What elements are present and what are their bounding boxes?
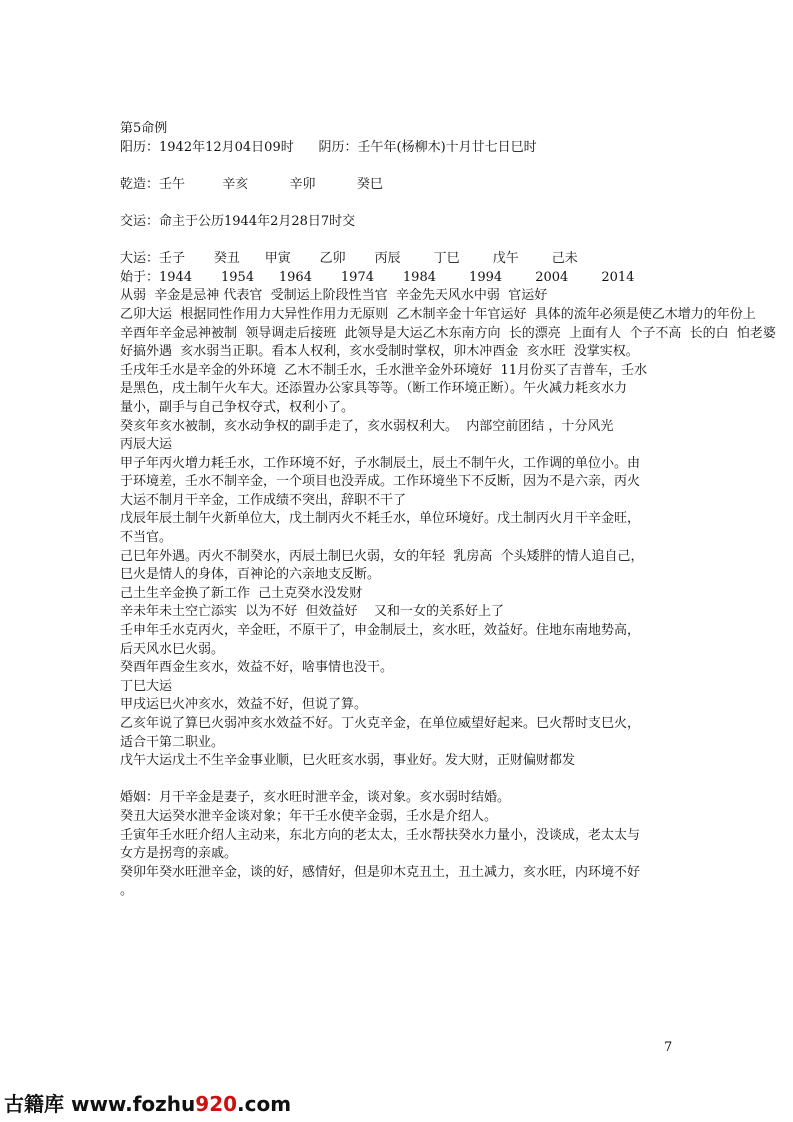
- text-line: 阳历：1942年12月04日09时 阴历：壬午年(杨柳木)十月廿七日巳时: [120, 139, 537, 155]
- text-line: 大运不制月干辛金，工作成绩不突出，辞职不干了: [120, 492, 407, 508]
- text-line: 辛未年未土空亡添实 以为不好 但效益好 又和一女的关系好上了: [120, 604, 505, 620]
- text-line: [120, 232, 790, 251]
- text-line: [120, 194, 790, 213]
- text-line: 大运：壬子 癸丑 甲寅 乙卯 丙辰 丁巳 戊午 己未: [120, 251, 578, 267]
- text-line: 癸卯年癸水旺泄辛金，谈的好，感情好，但是卯木克丑土，丑土减力，亥水旺，内环境不好: [120, 864, 641, 880]
- text-line: 甲子年丙火增力耗壬水，工作环境不好，子水制辰土，辰土不制午火，工作调的单位小。由: [120, 455, 641, 471]
- text-line: [120, 771, 790, 790]
- text-line: 交运：命主于公历1944年2月28日7时交: [120, 213, 356, 229]
- watermark-url-number: 920: [195, 1092, 238, 1116]
- text-line: 丁巳大运: [120, 678, 173, 694]
- text-line: 于环境差，壬水不制辛金，一个项目也没弄成。工作环境坐下不反断，因为不是六亲，丙火: [120, 474, 641, 490]
- text-line: 始于：1944 1954 1964 1974 1984 1994 2004 2014: [120, 269, 635, 285]
- text-line: 量小，副手与自己争权夺式，权利小了。: [120, 399, 355, 415]
- watermark-url-prefix: www.fozhu: [64, 1092, 196, 1116]
- text-line: 癸丑大运癸水泄辛金谈对象；年干壬水使辛金弱，壬水是介绍人。: [120, 808, 498, 824]
- document-body: [120, 120, 790, 901]
- text-line: 不当官。: [120, 530, 173, 546]
- text-line: 婚姻：月干辛金是妻子，亥水旺时泄辛金，谈对象。亥水弱时结婚。: [120, 790, 511, 806]
- text-line: 丙辰大运: [120, 437, 173, 453]
- text-line: 女方是拐弯的亲戚。: [120, 846, 238, 862]
- text-line: 是黑色，戌土制午火车大。还添置办公家具等等。（断工作环境正断）。午火减力耗亥水力: [120, 381, 628, 397]
- watermark: [4, 1088, 291, 1117]
- text-line: 。: [120, 883, 134, 899]
- text-line: 从弱 辛金是忌神 代表官 受制运上阶段性当官 辛金先天风水中弱 官运好: [120, 288, 548, 304]
- text-line: 乙卯大运 根据同性作用力大异性作用力无原则 乙木制辛金十年官运好 具体的流年必须是使乙木增力的年份上: [120, 306, 756, 322]
- text-line: 乾造：壬午 辛亥 辛卯 癸巳: [120, 176, 383, 192]
- text-line: 己巳年外遇。丙火不制癸水，丙辰土制巳火弱，女的年轻 乳房高 个头矮胖的情人追自己，: [120, 548, 644, 564]
- text-line: 甲戌运巳火冲亥水，效益不好，但说了算。: [120, 697, 368, 713]
- text-line: 辛酉年辛金忌神被制 领导调走后接班 此领导是大运乙木东南方向 长的漂亮 上面有人 个子不高 长的白 怕老婆 好搞外遇 亥水弱当正职。看本人权利，亥水受制时掌权，卯木冲酉金 亥水旺 没掌实权。: [120, 325, 785, 360]
- text-line: 壬戌年壬水是辛金的外环境 乙木不制壬水，壬水泄辛金外环境好 11月份买了吉普车，壬水: [120, 362, 648, 378]
- text-line: 癸酉年酉金生亥水，效益不好，啥事情也没干。: [120, 660, 394, 676]
- watermark-site-name: 古籍库: [4, 1092, 64, 1116]
- text-line: [120, 157, 790, 176]
- text-line: 壬申年壬水克丙火，辛金旺，不原干了，申金制辰土，亥水旺，效益好。住地东南地势高，: [120, 623, 641, 639]
- text-line: 戊午大运戊土不生辛金事业顺，巳火旺亥水弱，事业好。发大财，正财偏财都发: [120, 753, 576, 769]
- text-line: 己土生辛金换了新工作 己土克癸水没发财: [120, 585, 363, 601]
- text-line: 癸亥年亥水被制，亥水动争权的副手走了，亥水弱权利大。 内部空前团结 ，十分风光: [120, 418, 614, 434]
- text-line: 巳火是情人的身体，百神论的六亲地支反断。: [120, 567, 381, 583]
- text-line: 后天风水巳火弱。: [120, 641, 225, 657]
- text-line: 壬寅年壬水旺介绍人主动来，东北方向的老太太，壬水帮扶癸水力量小，没谈成，老太太与: [120, 827, 641, 843]
- page-number: 7: [664, 1040, 673, 1055]
- text-line: 戊辰年辰土制午火新单位大，戊土制丙火不耗壬水，单位环境好。戊土制丙火月干辛金旺，: [120, 511, 641, 527]
- text-line: 适合干第二职业。: [120, 734, 225, 750]
- text-line: 乙亥年说了算巳火弱冲亥水效益不好。丁火克辛金，在单位威望好起来。巳火帮时支巳火，: [120, 716, 641, 731]
- text-line: 第5命例: [120, 121, 168, 136]
- watermark-url-suffix: .com: [237, 1092, 292, 1116]
